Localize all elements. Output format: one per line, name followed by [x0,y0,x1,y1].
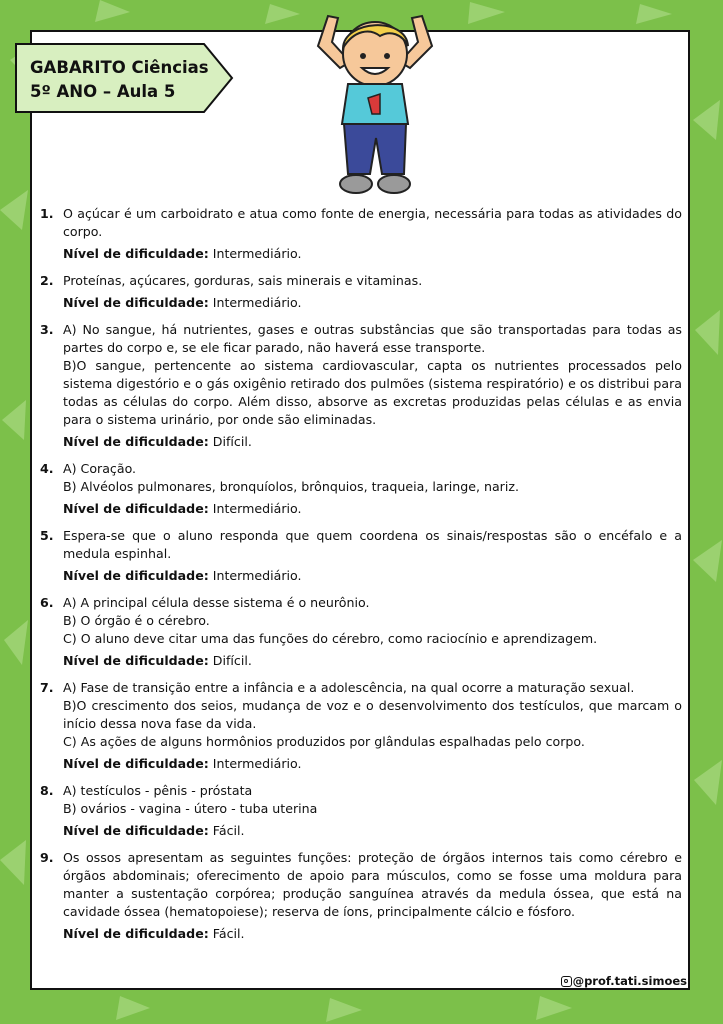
difficulty-level [63,500,682,518]
answer-number: 5. [40,528,54,543]
answer-text: O açúcar é um carboidrato e atua como fonte de energia, necessária para todas as atividades do corpo. [63,206,682,239]
difficulty-value: Fácil. [212,926,245,941]
difficulty-label: Nível de dificuldade: [63,568,209,583]
answer-text: B) ovários - vagina - útero - tuba uterina [63,801,318,816]
answer-text: B) Alvéolos pulmonares, bronquíolos, brônquios, traqueia, laringe, nariz. [63,479,519,494]
title-tag [14,42,232,114]
difficulty-label: Nível de dificuldade: [63,295,209,310]
answer-number: 9. [40,850,54,865]
answer-text: B)O crescimento dos seios, mudança de voz e o desenvolvimento dos testículos, que marcam o início dessa nova fase da vida. [63,698,682,731]
difficulty-level [63,245,682,263]
answer-text: A) No sangue, há nutrientes, gases e outras substâncias que são transportadas para todas as partes do corpo e, se ele ficar parado, não haverá esse transporte. [63,322,682,355]
answer-text: A) Coração. [63,461,137,476]
difficulty-label: Nível de dificuldade: [63,501,209,516]
answer-text: B) O órgão é o cérebro. [63,613,210,628]
answer-text: A) A principal célula desse sistema é o neurônio. [63,595,370,610]
title-line2: 5º ANO – Aula 5 [30,82,176,101]
answer-item [40,460,682,518]
difficulty-label: Nível de dificuldade: [63,653,209,668]
answer-number: 8. [40,783,54,798]
difficulty-value: Intermediário. [212,568,302,583]
instagram-icon [561,976,572,987]
difficulty-value: Intermediário. [212,501,302,516]
title-line1: GABARITO Ciências [30,58,209,77]
answer-number: 4. [40,461,54,476]
answer-number: 6. [40,595,54,610]
difficulty-level [63,433,682,451]
difficulty-label: Nível de dificuldade: [63,246,209,261]
difficulty-label: Nível de dificuldade: [63,823,209,838]
answer-item [40,321,682,451]
answer-item [40,849,682,943]
answer-text: Os ossos apresentam as seguintes funções: proteção de órgãos internos tais como cérebro e órgãos abdominais; oferecimento de apoio para músculos, como se fosse uma moldura para manter a sustentação corpórea; produção sanguínea através da medula óssea, que está na cavidade óssea (hematopoiese); reserva de íons, principalmente cálcio e fósforo. [63,850,682,919]
difficulty-value: Intermediário. [212,246,302,261]
difficulty-value: Difícil. [212,434,252,449]
answer-text: Espera-se que o aluno responda que quem coordena os sinais/respostas são o encéfalo e a medula espinhal. [63,528,682,561]
difficulty-level [63,652,682,670]
answer-item [40,679,682,773]
answer-text: A) Fase de transição entre a infância e a adolescência, na qual ocorre a maturação sexual. [63,680,635,695]
difficulty-level [63,567,682,585]
difficulty-level [63,822,682,840]
difficulty-level [63,755,682,773]
instagram-credit [561,974,687,988]
boy-mascot-illustration [310,6,440,198]
difficulty-label: Nível de dificuldade: [63,926,209,941]
answer-number: 1. [40,206,54,221]
difficulty-label: Nível de dificuldade: [63,434,209,449]
difficulty-value: Difícil. [212,653,252,668]
answer-item [40,527,682,585]
answer-list [40,205,682,952]
answer-text: Proteínas, açúcares, gorduras, sais minerais e vitaminas. [63,273,423,288]
answer-item [40,782,682,840]
difficulty-value: Intermediário. [212,295,302,310]
answer-text: A) testículos - pênis - próstata [63,783,253,798]
answer-number: 2. [40,273,54,288]
difficulty-level [63,925,682,943]
answer-number: 3. [40,322,54,337]
difficulty-value: Intermediário. [212,756,302,771]
answer-item [40,205,682,263]
difficulty-label: Nível de dificuldade: [63,756,209,771]
difficulty-level [63,294,682,312]
answer-number: 7. [40,680,54,695]
answer-text: C) O aluno deve citar uma das funções do cérebro, como raciocínio e aprendizagem. [63,631,598,646]
answer-text: C) As ações de alguns hormônios produzidos por glândulas espalhadas pelo corpo. [63,734,585,749]
answer-item [40,594,682,670]
difficulty-value: Fácil. [212,823,245,838]
answer-item [40,272,682,312]
answer-text: B)O sangue, pertencente ao sistema cardiovascular, capta os nutrientes processados pelo sistema digestório e o gás oxigênio retirado dos pulmões (sistema respiratório) e os distribui para todas as células do corpo. Além disso, absorve as excretas produzidas pelas células e as envia para o sistema urinário, por onde são eliminadas. [63,358,682,427]
instagram-handle: @prof.tati.simoes [572,974,687,988]
